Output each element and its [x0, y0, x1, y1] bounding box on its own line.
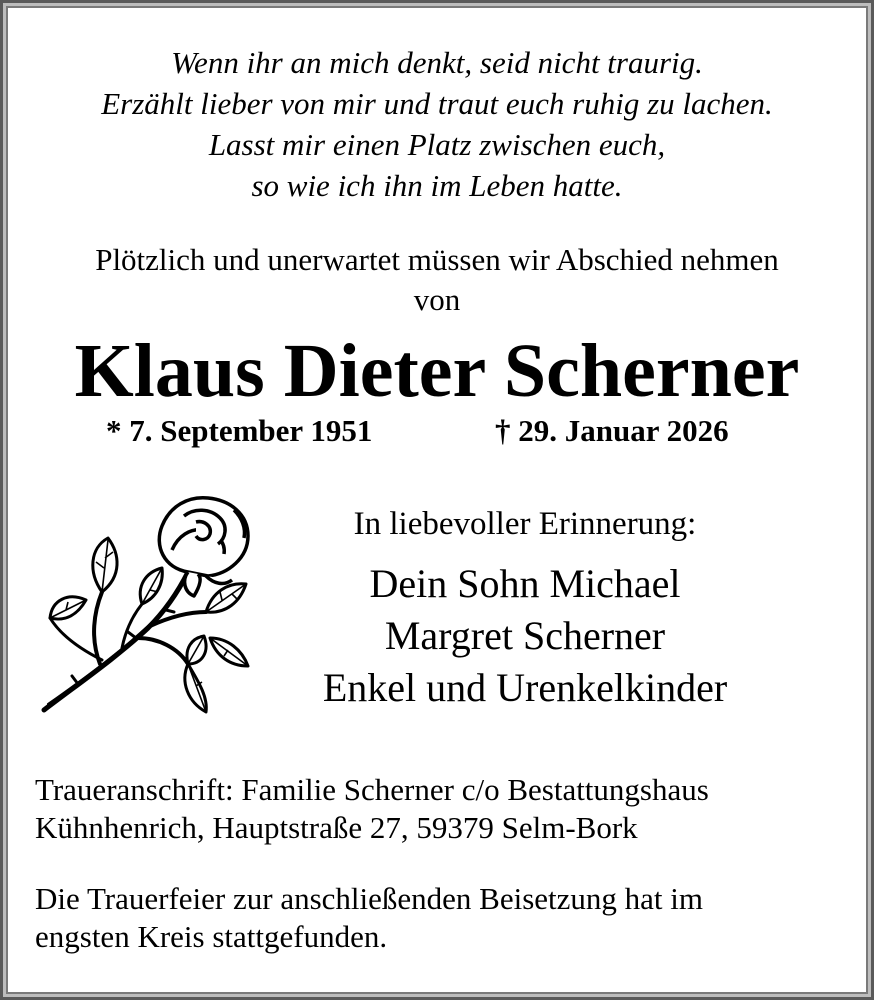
funeral-notice [35, 880, 703, 956]
poem [0, 42, 874, 206]
mourner-2: Margret Scherner [384, 613, 666, 658]
address-line-2: Kühnhenrich, Hauptstraße 27, 59379 Selm-Bork [35, 810, 638, 845]
rose-icon [38, 488, 258, 718]
address-line-1: Traueranschrift: Familie Scherner c/o Bestattungshaus [35, 772, 709, 807]
mourner-3: Enkel und Urenkelkinder [322, 665, 728, 710]
mourner-1: Dein Sohn Michael [369, 561, 681, 606]
notice-line-2: engsten Kreis stattgefunden. [35, 919, 388, 954]
mourning-address [35, 771, 709, 847]
poem-line-4: so wie ich ihn im Leben hatte. [251, 168, 623, 203]
poem-line-2: Erzählt lieber von mir und traut euch ruhig zu lachen. [101, 86, 773, 121]
intro-line-1: Plötzlich und unerwartet müssen wir Abschied nehmen [95, 242, 779, 277]
mourners-list [270, 558, 780, 714]
memory-heading: In liebevoller Erinnerung: [353, 506, 697, 542]
notice-line-1: Die Trauerfeier zur anschließenden Beisetzung hat im [35, 881, 703, 916]
intro-line-2: von [413, 282, 461, 317]
poem-line-3: Lasst mir einen Platz zwischen euch, [208, 127, 666, 162]
deceased-name: Klaus Dieter Scherner [74, 329, 800, 413]
intro [0, 240, 874, 320]
birth-date: * 7. September 1951 [106, 413, 373, 448]
poem-line-1: Wenn ihr an mich denkt, seid nicht traurig. [171, 45, 703, 80]
death-date: † 29. Januar 2026 [495, 413, 729, 448]
